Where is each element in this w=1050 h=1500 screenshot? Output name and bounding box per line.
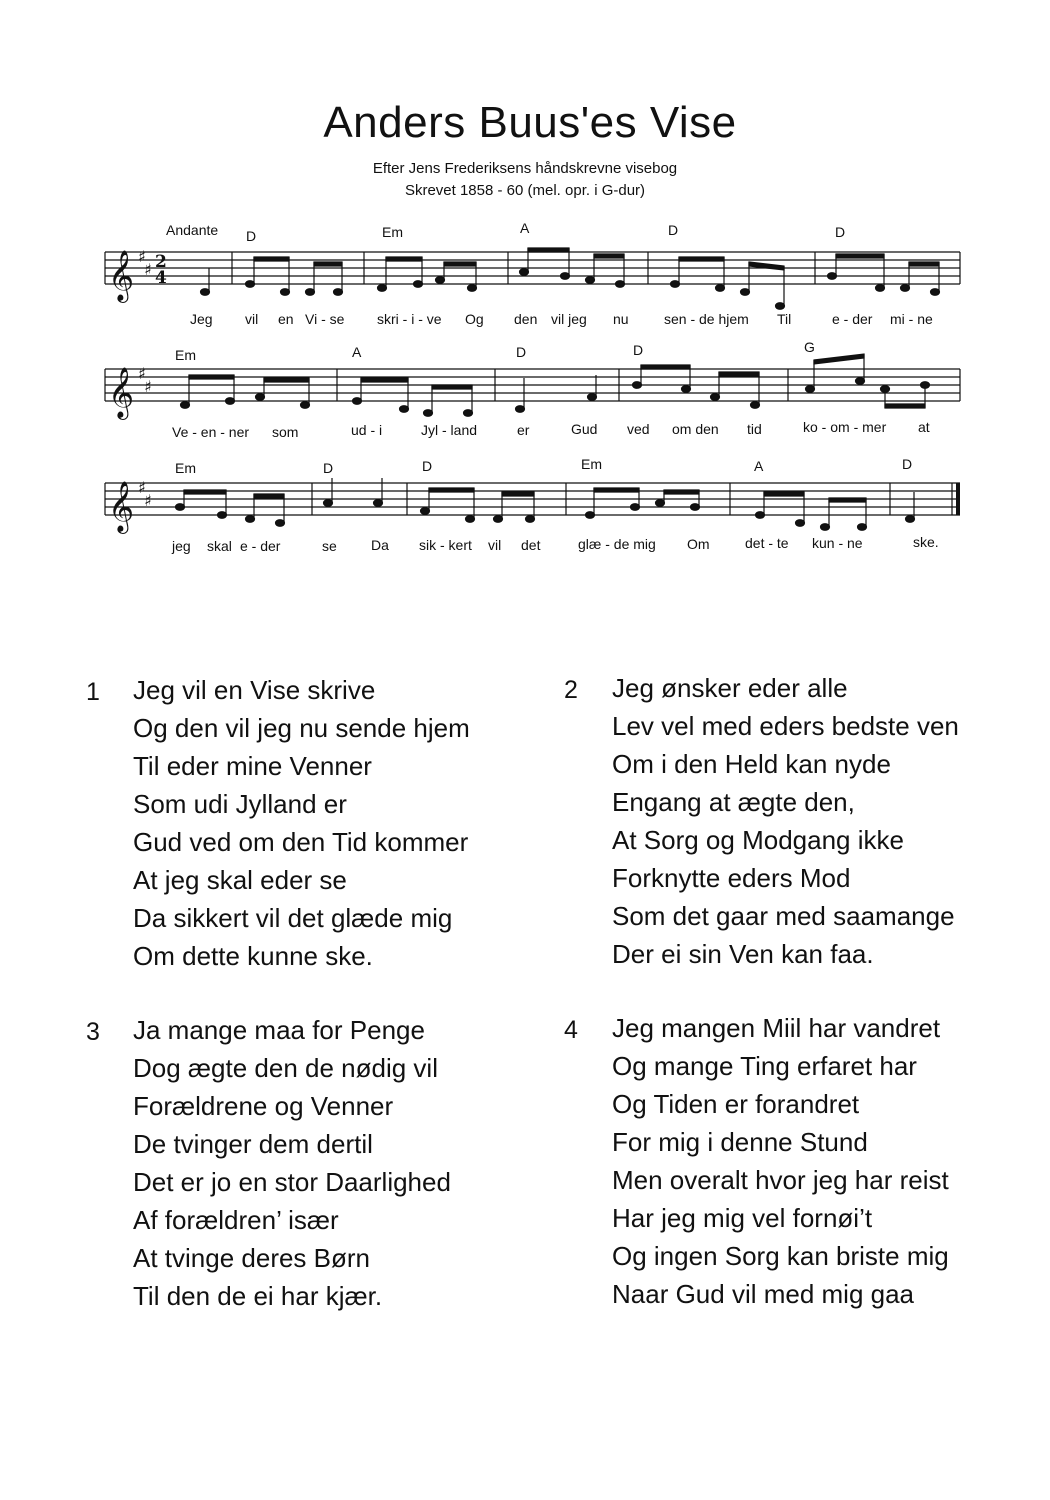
chord: D: [516, 344, 527, 360]
lyric: vil: [245, 311, 259, 327]
verse-line: Dog ægte den de nødig vil: [133, 1053, 438, 1083]
verse-line: Det er jo en stor Daarlighed: [133, 1167, 451, 1197]
verse-line: Jeg vil en Vise skrive: [133, 675, 376, 705]
chord: D: [633, 342, 644, 358]
verse-number: 4: [564, 1016, 578, 1044]
verse-line: Jeg ønsker eder alle: [612, 673, 848, 703]
lyric: Gud: [571, 421, 598, 437]
lyric: Vi - se: [305, 311, 345, 327]
verse-line: Der ei sin Ven kan faa.: [612, 939, 874, 969]
lyric: om den: [672, 421, 719, 437]
verse-number: 1: [86, 678, 100, 706]
lyric: kun - ne: [812, 535, 863, 551]
lyric: er: [517, 422, 530, 438]
chord: G: [804, 339, 815, 355]
lyric: Om: [687, 536, 710, 552]
svg-text:𝄞: 𝄞: [108, 367, 135, 418]
chord: D: [668, 222, 679, 238]
verse-line: Om i den Held kan nyde: [612, 749, 891, 779]
verse-line: De tvinger dem dertil: [133, 1129, 373, 1159]
verse-line: At tvinge deres Børn: [133, 1243, 370, 1273]
lyric: Ve - en - ner: [172, 424, 250, 440]
chord: D: [323, 460, 334, 476]
lyric: tid: [747, 421, 762, 437]
chord: Em: [175, 460, 196, 476]
verse-line: Om dette kunne ske.: [133, 941, 373, 971]
verse-line: Og Tiden er forandret: [612, 1089, 860, 1119]
song-title: Anders Buus'es Vise: [323, 98, 737, 147]
verse-line: Jeg mangen Miil har vandret: [612, 1013, 941, 1043]
lyric: ud - i: [351, 422, 383, 438]
verse-line: Til eder mine Venner: [133, 751, 372, 781]
chord: A: [520, 220, 530, 236]
lyric: det - te: [745, 535, 789, 551]
lyric: mi - ne: [890, 311, 933, 327]
tempo-marking: Andante: [166, 222, 219, 238]
verse-line: Da sikkert vil det glæde mig: [133, 903, 453, 933]
verse-line: Forældrene og Venner: [133, 1091, 394, 1121]
lyric: glæ - de mig: [578, 536, 656, 552]
chord: Em: [382, 224, 403, 240]
lyric: som: [272, 424, 299, 440]
lyric: Da: [371, 537, 389, 553]
lyric: den: [514, 311, 538, 327]
verse-line: For mig i denne Stund: [612, 1127, 868, 1157]
lyric: Til: [777, 311, 792, 327]
chord: D: [246, 228, 257, 244]
lyric: Og: [465, 311, 484, 327]
chord: Em: [581, 456, 602, 472]
svg-text:♯: ♯: [144, 491, 152, 510]
chord: Em: [175, 347, 196, 363]
verse-line: Og den vil jeg nu sende hjem: [133, 713, 470, 743]
chord: A: [754, 458, 764, 474]
lyric: nu: [613, 311, 629, 327]
verse-number: 3: [86, 1018, 100, 1046]
lyric: sen - de hjem: [664, 311, 749, 327]
lyric: det: [521, 537, 541, 553]
lyric: e - der: [832, 311, 873, 327]
lyric: Jeg: [190, 311, 213, 327]
svg-text:𝄞: 𝄞: [108, 250, 135, 301]
chord: D: [422, 458, 433, 474]
verse-line: Har jeg mig vel fornøi’t: [612, 1203, 873, 1233]
source-note: Skrevet 1858 - 60 (mel. opr. i G-dur): [404, 182, 646, 199]
verse-line: Naar Gud vil med mig gaa: [612, 1279, 915, 1309]
music-staff: [0, 0, 1050, 600]
lyric: sik - kert: [419, 537, 472, 553]
lyric: skal: [207, 538, 232, 554]
verse-line: Gud ved om den Tid kommer: [133, 827, 469, 857]
lyric: vil: [488, 537, 502, 553]
svg-text:4: 4: [155, 268, 167, 288]
lyric: e - der: [240, 538, 281, 554]
verse-number: 2: [564, 676, 578, 704]
verse-line: Til den de ei har kjær.: [133, 1281, 383, 1311]
verse-line: Af forældren’ især: [133, 1205, 339, 1235]
lyric: ved: [627, 421, 650, 437]
verse-line: Forknytte eders Mod: [612, 863, 851, 893]
verse-line: Lev vel med eders bedste ven: [612, 711, 959, 741]
verse-line: Engang at ægte den,: [612, 787, 855, 817]
lyric: en: [278, 311, 294, 327]
subtitle: Efter Jens Frederiksens håndskrevne visebog: [372, 160, 678, 177]
lyric: jeg: [172, 538, 191, 554]
chord: A: [352, 344, 362, 360]
chord: D: [835, 224, 846, 240]
verse-line: At jeg skal eder se: [133, 865, 347, 895]
lyric: skri - i - ve: [377, 311, 442, 327]
verse-line: At Sorg og Modgang ikke: [612, 825, 904, 855]
verse-line: Som udi Jylland er: [133, 789, 347, 819]
lyric: se: [322, 538, 337, 554]
svg-text:♯: ♯: [144, 260, 152, 279]
chord: D: [902, 456, 913, 472]
svg-text:𝄞: 𝄞: [108, 481, 135, 532]
lyric: at: [918, 419, 930, 435]
lyric: ko - om - mer: [803, 419, 887, 435]
svg-text:♯: ♯: [138, 247, 146, 266]
verse-line: Men overalt hvor jeg har reist: [612, 1165, 949, 1195]
svg-text:♯: ♯: [138, 364, 146, 383]
svg-text:♯: ♯: [144, 377, 152, 396]
verse-line: Som det gaar med saamange: [612, 901, 955, 931]
svg-text:♯: ♯: [138, 478, 146, 497]
verse-line: Ja mange maa for Penge: [133, 1015, 425, 1045]
lyric: ske.: [913, 534, 939, 550]
verse-line: Og ingen Sorg kan briste mig: [612, 1241, 949, 1271]
lyric: vil jeg: [551, 311, 587, 327]
lyric: Jyl - land: [421, 422, 478, 438]
svg-text:2: 2: [155, 252, 167, 272]
verse-line: Og mange Ting erfaret har: [612, 1051, 917, 1081]
